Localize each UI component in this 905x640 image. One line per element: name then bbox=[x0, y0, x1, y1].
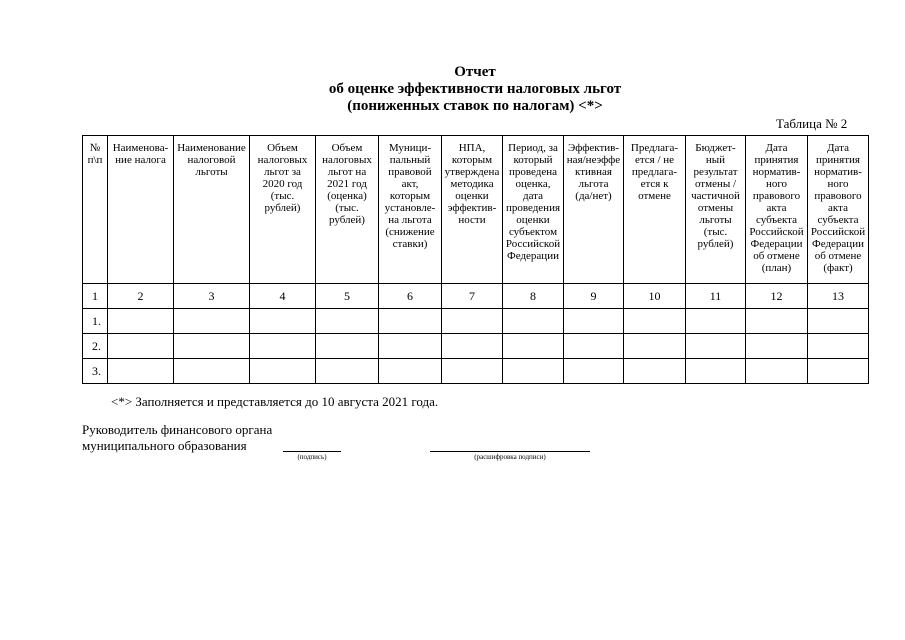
column-header-line: дата bbox=[522, 190, 544, 202]
column-header-13 bbox=[808, 136, 869, 284]
table-cell[interactable] bbox=[746, 309, 808, 334]
column-header-line: субъекта bbox=[817, 214, 859, 226]
column-header-line: Наименова- bbox=[112, 142, 169, 154]
column-header-line: предлага- bbox=[631, 166, 678, 178]
column-header-line: методика bbox=[450, 178, 494, 190]
row-number: 2. bbox=[83, 334, 108, 359]
table-cell[interactable] bbox=[250, 359, 316, 384]
column-header-line: который bbox=[513, 154, 553, 166]
column-header-line: норматив- bbox=[814, 166, 862, 178]
title-line-1: Отчет bbox=[454, 64, 496, 80]
signature-decoding-line[interactable] bbox=[430, 451, 590, 452]
table-cell[interactable] bbox=[564, 359, 624, 384]
column-header-line: Муници- bbox=[388, 142, 432, 154]
column-number: 1 bbox=[83, 284, 108, 309]
row-number: 1. bbox=[83, 309, 108, 334]
table-cell[interactable] bbox=[316, 309, 379, 334]
column-header-2 bbox=[108, 136, 174, 284]
signature-role-line-1: Руководитель финансового органа bbox=[82, 422, 273, 437]
table-cell[interactable] bbox=[442, 309, 503, 334]
column-header-line: ная/неэффе bbox=[566, 154, 621, 166]
column-header-line: Предлага- bbox=[630, 142, 679, 154]
column-header-line: льгот за bbox=[264, 166, 301, 178]
column-header-line: ного bbox=[827, 178, 849, 190]
column-header-line: которым bbox=[389, 190, 431, 202]
report-title bbox=[0, 64, 905, 115]
table-cell[interactable] bbox=[379, 309, 442, 334]
column-header-line: Российской bbox=[749, 226, 804, 238]
column-header-line: утверждена bbox=[444, 166, 500, 178]
table-cell[interactable] bbox=[108, 334, 174, 359]
column-header-line: об отмене bbox=[753, 250, 800, 262]
column-number: 3 bbox=[174, 284, 250, 309]
column-header-line: (оценка) bbox=[327, 190, 367, 202]
table-cell[interactable] bbox=[808, 334, 869, 359]
column-header-line: (тыс. bbox=[335, 202, 359, 214]
column-number: 11 bbox=[686, 284, 746, 309]
column-header-line: субъекта bbox=[755, 214, 797, 226]
column-header-line: Федерации bbox=[507, 250, 559, 262]
column-header-line: отмены bbox=[697, 202, 734, 214]
table-cell[interactable] bbox=[503, 309, 564, 334]
column-header-line: которым bbox=[451, 154, 493, 166]
table-cell[interactable] bbox=[442, 359, 503, 384]
signature-decoding-caption: (расшифровка подписи) bbox=[474, 453, 546, 461]
table-cell[interactable] bbox=[503, 359, 564, 384]
table-cell[interactable] bbox=[624, 309, 686, 334]
signature-role bbox=[82, 422, 272, 454]
column-header-line: ется к bbox=[640, 178, 669, 190]
column-header-line: правовой bbox=[388, 166, 432, 178]
column-header-line: акта bbox=[828, 202, 848, 214]
column-header-line: частичной bbox=[691, 190, 740, 202]
column-header-line: оценки bbox=[455, 190, 489, 202]
column-number: 5 bbox=[316, 284, 379, 309]
column-header-line: акта bbox=[766, 202, 787, 214]
column-header-line: установле- bbox=[384, 202, 436, 214]
column-header-line: Бюджет- bbox=[695, 142, 736, 154]
column-header-8 bbox=[503, 136, 564, 284]
column-header-line: Дата bbox=[765, 142, 788, 154]
column-number: 6 bbox=[379, 284, 442, 309]
column-header-line: (да/нет) bbox=[575, 190, 612, 202]
column-header-line: Объем bbox=[331, 142, 363, 154]
table-cell[interactable] bbox=[250, 334, 316, 359]
table-cell[interactable] bbox=[174, 359, 250, 384]
column-header-11 bbox=[686, 136, 746, 284]
column-header-line: Федерации bbox=[750, 238, 803, 250]
column-header-line: Дата bbox=[827, 142, 849, 154]
column-header-line: рублей) bbox=[264, 202, 301, 214]
column-header-line: Объем bbox=[267, 142, 298, 154]
column-header-line: ктивная bbox=[575, 166, 612, 178]
column-header-line: отмены / bbox=[694, 178, 737, 190]
column-header-line: ние налога bbox=[115, 154, 166, 166]
column-header-line: льгот на bbox=[327, 166, 367, 178]
column-header-line: оценка, bbox=[515, 178, 551, 190]
column-header-line: Эффектив- bbox=[567, 142, 620, 154]
column-header-line: оценки bbox=[516, 214, 550, 226]
column-number: 10 bbox=[624, 284, 686, 309]
table-cell[interactable] bbox=[316, 334, 379, 359]
signature-role-line-2: муниципального образования bbox=[82, 438, 247, 453]
column-header-6 bbox=[379, 136, 442, 284]
title-line-3: (пониженных ставок по налогам) <*> bbox=[347, 98, 603, 114]
column-header-line: рублей) bbox=[329, 214, 365, 226]
title-line-2: об оценке эффективности налоговых льгот bbox=[328, 81, 622, 97]
table-cell[interactable] bbox=[564, 334, 624, 359]
column-number: 12 bbox=[746, 284, 808, 309]
column-header-line: Наименование bbox=[177, 142, 246, 154]
table-cell[interactable] bbox=[624, 334, 686, 359]
column-header-3 bbox=[174, 136, 250, 284]
column-header-line: правового bbox=[752, 190, 801, 202]
column-number-row bbox=[83, 284, 869, 309]
table-cell[interactable] bbox=[174, 309, 250, 334]
column-header-line: правового bbox=[814, 190, 862, 202]
column-header-line: (снижение bbox=[385, 226, 435, 238]
column-header-5 bbox=[316, 136, 379, 284]
column-number: 13 bbox=[808, 284, 869, 309]
table-cell[interactable] bbox=[686, 359, 746, 384]
column-header-line: на льгота bbox=[388, 214, 432, 226]
column-header-line: проведения bbox=[505, 202, 561, 214]
column-header-line: принятия bbox=[754, 154, 799, 166]
column-header-line: № bbox=[89, 142, 101, 154]
column-header-9 bbox=[564, 136, 624, 284]
table-cell[interactable] bbox=[316, 359, 379, 384]
column-header-line: ный bbox=[705, 154, 726, 166]
column-header-line: налоговых bbox=[257, 154, 308, 166]
table-cell[interactable] bbox=[174, 334, 250, 359]
column-header-4 bbox=[250, 136, 316, 284]
table-row bbox=[83, 334, 869, 359]
column-header-line: норматив- bbox=[752, 166, 801, 178]
column-header-line: 2020 год bbox=[262, 178, 303, 190]
table-cell[interactable] bbox=[746, 359, 808, 384]
column-header-line: Российской bbox=[505, 238, 561, 250]
table-cell[interactable] bbox=[564, 309, 624, 334]
column-header-line: Российской bbox=[810, 226, 866, 238]
column-number: 9 bbox=[564, 284, 624, 309]
column-header-12 bbox=[746, 136, 808, 284]
table-cell[interactable] bbox=[442, 334, 503, 359]
column-number: 8 bbox=[503, 284, 564, 309]
column-header-line: ного bbox=[765, 178, 788, 190]
table-cell[interactable] bbox=[686, 334, 746, 359]
column-header-line: рублей) bbox=[697, 238, 734, 250]
column-header-line: НПА, bbox=[458, 142, 486, 154]
column-header-line: льготы bbox=[195, 166, 228, 178]
signature-line[interactable] bbox=[283, 451, 341, 452]
footnote: <*> Заполняется и представляется до 10 августа 2021 года. bbox=[111, 394, 439, 409]
column-header-line: (тыс. bbox=[270, 190, 295, 202]
column-header-line: (факт) bbox=[823, 262, 853, 274]
column-header-1 bbox=[83, 136, 108, 284]
table-cell[interactable] bbox=[503, 334, 564, 359]
signature-caption: (подпись) bbox=[297, 453, 327, 461]
table-cell[interactable] bbox=[108, 309, 174, 334]
column-number: 4 bbox=[250, 284, 316, 309]
column-header-line: принятия bbox=[816, 154, 860, 166]
column-header-10 bbox=[624, 136, 686, 284]
column-header-line: (план) bbox=[761, 262, 792, 274]
column-header-line: эффектив- bbox=[447, 202, 497, 214]
table-cell[interactable] bbox=[379, 334, 442, 359]
column-header-line: п\п bbox=[87, 154, 103, 166]
table-cell[interactable] bbox=[379, 359, 442, 384]
column-number: 2 bbox=[108, 284, 174, 309]
column-header-line: Период, за bbox=[508, 142, 558, 154]
column-header-line: льгота bbox=[578, 178, 609, 190]
column-header-line: ется / не bbox=[634, 154, 675, 166]
table-row bbox=[83, 359, 869, 384]
table-cell[interactable] bbox=[808, 359, 869, 384]
column-header-line: налоговых bbox=[322, 154, 372, 166]
column-header-line: (тыс. bbox=[703, 226, 728, 238]
column-header-line: об отмене bbox=[814, 250, 862, 262]
column-header-line: налоговой bbox=[187, 154, 236, 166]
column-header-line: ставки) bbox=[392, 238, 428, 250]
table-cell[interactable] bbox=[686, 309, 746, 334]
column-header-line: результат bbox=[693, 166, 738, 178]
table-cell[interactable] bbox=[624, 359, 686, 384]
column-header-line: акт, bbox=[401, 178, 419, 190]
column-header-line: Федерации bbox=[812, 238, 864, 250]
row-number: 3. bbox=[83, 359, 108, 384]
report-table bbox=[82, 135, 869, 384]
column-header-line: пальный bbox=[389, 154, 431, 166]
column-header-7 bbox=[442, 136, 503, 284]
table-cell[interactable] bbox=[108, 359, 174, 384]
column-header-line: субъектом bbox=[508, 226, 558, 238]
table-cell[interactable] bbox=[250, 309, 316, 334]
table-cell[interactable] bbox=[746, 334, 808, 359]
table-row bbox=[83, 309, 869, 334]
table-number: Таблица № 2 bbox=[776, 116, 848, 131]
column-header-line: ности bbox=[458, 214, 486, 226]
column-number: 7 bbox=[442, 284, 503, 309]
column-header-line: проведена bbox=[508, 166, 557, 178]
column-header-line: льготы bbox=[699, 214, 732, 226]
column-header-line: 2021 год bbox=[327, 178, 367, 190]
table-cell[interactable] bbox=[808, 309, 869, 334]
header-row bbox=[83, 136, 869, 284]
column-header-line: отмене bbox=[638, 190, 671, 202]
